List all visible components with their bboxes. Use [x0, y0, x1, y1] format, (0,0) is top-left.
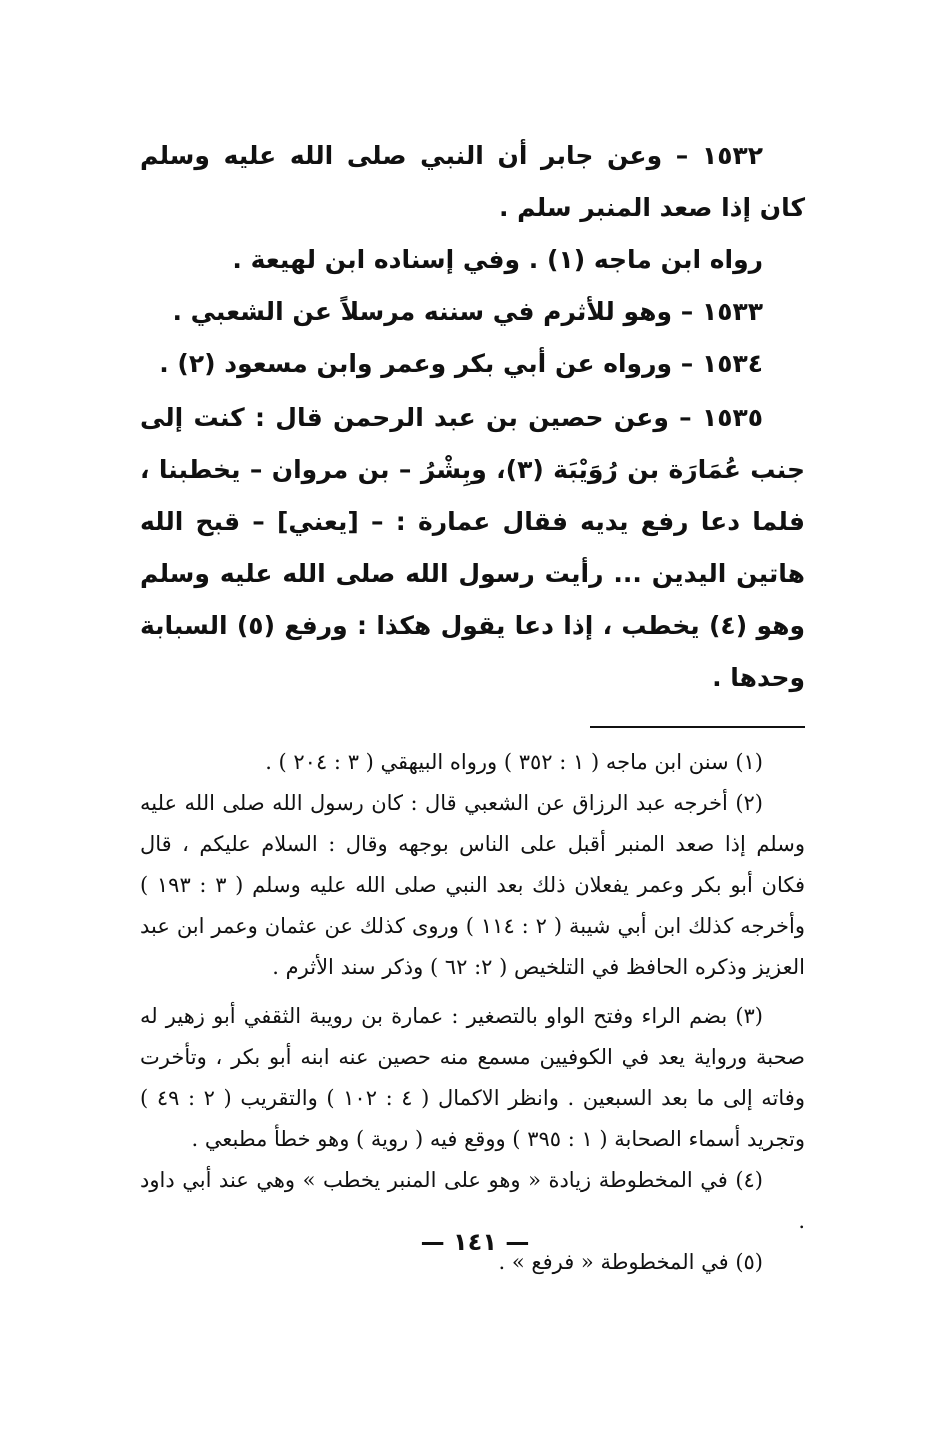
footnote-5: (٥) في المخطوطة « فرفع » . [498, 1250, 763, 1274]
footnote-divider [590, 726, 805, 728]
footnotes [140, 742, 805, 1283]
hadith-text [140, 130, 805, 704]
hadith-1535: ١٥٣٥ – وعن حصين بن عبد الرحمن قال : كنت إلى جنب عُمَارَة بن رُوَيْبَة (٣)، وبِشْرُ – بن مروان – يخطبنا ، فلما دعا رفع يديه فقال عمارة : – [يعني] – قبح الله هاتين اليدين ... رأيت رسول الله صلى الله عليه وسلم وهو (٤) يخطب ، إذا دعا يقول هكذا : ورفع (٥) السبابة وحدها . [140, 403, 805, 692]
footnote-4: (٤) في المخطوطة زيادة « وهو على المنبر يخطب » وهي عند أبي داود . [140, 1168, 805, 1233]
page-number: — ١٤١ — [420, 1228, 530, 1256]
hadith-1533: ١٥٣٣ – وهو للأثرم في سننه مرسلاً عن الشعبي . [172, 297, 763, 326]
hadith-1532-source: رواه ابن ماجه (١) . وفي إسناده ابن لهيعة . [232, 245, 763, 274]
hadith-1534: ١٥٣٤ – ورواه عن أبي بكر وعمر وابن مسعود (٢) . [159, 349, 763, 378]
footnote-3: (٣) بضم الراء وفتح الواو بالتصغير : عمارة بن رويبة الثقفي أبو زهير له صحبة ورواية يعد في الكوفيين مسمع منه حصين عنه ابنه أبو بكر ، وتأخرت وفاته إلى ما بعد السبعين . وانظر الاكمال ( ٤ : ١٠٢ ) والتقريب ( ٢ : ٤٩ ) وتجريد أسماء الصحابة ( ١ : ٣٩٥ ) ووقع فيه ( روية ) وهو خطأ مطبعي . [140, 1004, 805, 1151]
hadith-1532: ١٥٣٢ – وعن جابر أن النبي صلى الله عليه وسلم كان إذا صعد المنبر سلم . [140, 141, 805, 222]
footnote-2: (٢) أخرجه عبد الرزاق عن الشعبي قال : كان رسول الله صلى الله عليه وسلم إذا صعد المنبر أقبل على الناس بوجهه وقال : السلام عليكم ، قال فكان أبو بكر وعمر يفعلان ذلك بعد النبي صلى الله عليه وسلم ( ٣ : ١٩٣ ) وأخرجه كذلك ابن أبي شيبة ( ٢ : ١١٤ ) وروى كذلك عن عثمان وعمر ابن عبد العزيز وذكره الحافظ في التلخيص ( ٢: ٦٢ ) وذكر سند الأثرم . [140, 791, 805, 979]
footnote-1: (١) سنن ابن ماجه ( ١ : ٣٥٢ ) ورواه البيهقي ( ٣ : ٢٠٤ ) . [265, 750, 763, 774]
page-body [140, 130, 805, 1283]
